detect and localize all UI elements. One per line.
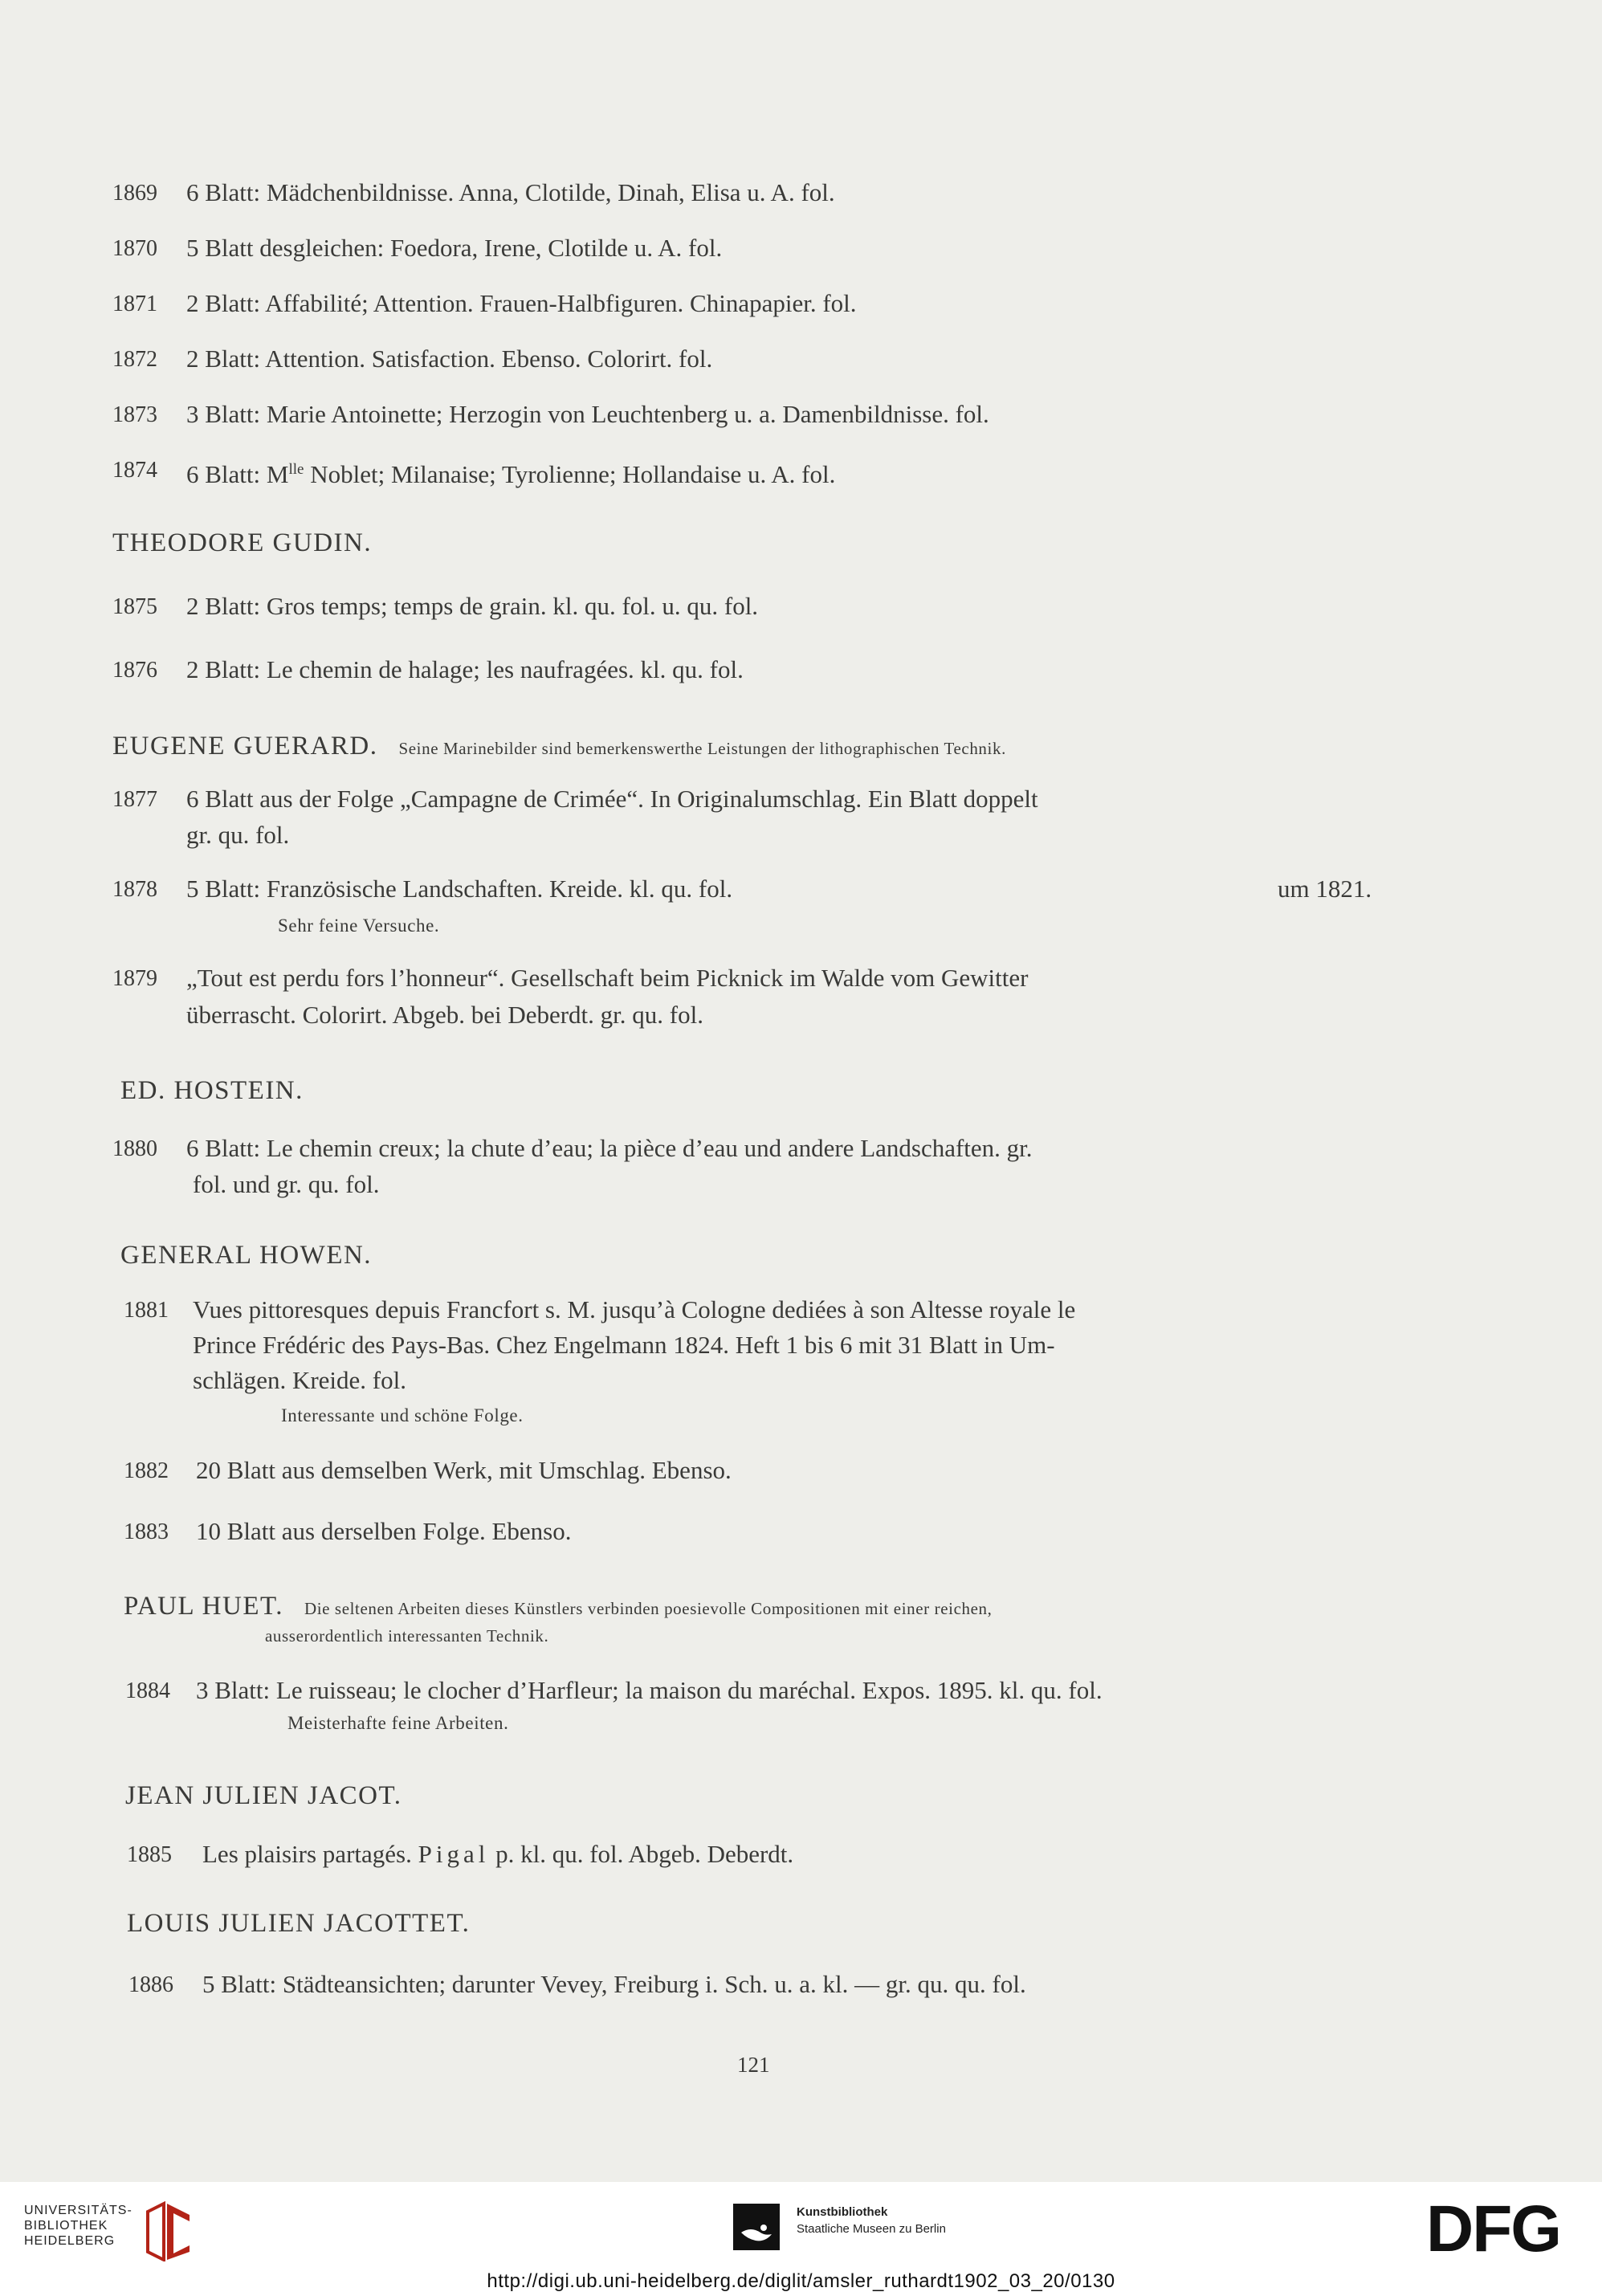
entry-date: um 1821.	[1278, 875, 1372, 903]
artist-heading: PAUL HUET. Die seltenen Arbeiten dieses Künstlers verbinden poesievolle Compositionen mit einer reichen,	[124, 1592, 993, 1621]
ub-heidelberg-logo-icon[interactable]	[143, 2200, 193, 2261]
entry-text: „Tout est perdu fors l’honneur“. Gesellschaft beim Picknick im Walde vom Gewitter	[186, 964, 1029, 992]
entry-number: 1876	[112, 658, 157, 683]
entry-number: 1873	[112, 402, 157, 427]
entry-number: 1885	[127, 1842, 172, 1867]
entry-text: 6 Blatt: Le chemin creux; la chute d’eau; la pièce d’eau und andere Landschaften. gr.	[186, 1134, 1033, 1162]
entry-text: Vues pittoresques depuis Francfort s. M. jusqu’à Cologne dediées à son Altesse royale le	[193, 1295, 1076, 1323]
entry-number: 1869	[112, 181, 157, 206]
entry-number: 1884	[125, 1678, 170, 1703]
entry-number: 1870	[112, 236, 157, 261]
kunstbibliothek-logo-icon[interactable]	[733, 2204, 780, 2250]
entry-text: 3 Blatt: Marie Antoinette; Herzogin von Leuchtenberg u. a. Damenbildnisse. fol.	[186, 400, 989, 428]
svg-text:DFG: DFG	[1426, 2200, 1561, 2257]
entry-text: 5 Blatt desgleichen: Foedora, Irene, Clotilde u. A. fol.	[186, 234, 723, 262]
entry-text: 10 Blatt aus derselben Folge. Ebenso.	[196, 1517, 572, 1545]
permalink-url[interactable]: http://digi.ub.uni-heidelberg.de/diglit/amsler_ruthardt1902_03_20/0130	[487, 2270, 1115, 2292]
entry-continuation: schlägen. Kreide. fol.	[193, 1366, 406, 1394]
ub-line-2: BIBLIOTHEK	[24, 2219, 108, 2233]
entry-text: 5 Blatt: Städteansichten; darunter Vevey, Freiburg i. Sch. u. a. kl. — gr. qu. qu. fol.	[202, 1970, 1026, 1998]
entry-note: Interessante und schöne Folge.	[281, 1405, 524, 1425]
entry-text: 2 Blatt: Attention. Satisfaction. Ebenso. Colorirt. fol.	[186, 345, 713, 373]
entry-number: 1883	[124, 1519, 169, 1544]
artist-description-continued: ausserordentlich interessanten Technik.	[265, 1626, 549, 1646]
entry-text: 6 Blatt aus der Folge „Campagne de Crimée“. In Originalumschlag. Ein Blatt doppelt	[186, 785, 1038, 813]
ub-line-1: UNIVERSITÄTS-	[24, 2204, 132, 2217]
kunstbibliothek-text	[797, 2204, 946, 2237]
entry-text: 5 Blatt: Französische Landschaften. Kreide. kl. qu. fol.	[186, 875, 733, 903]
entry-number: 1875	[112, 594, 157, 619]
entry-number: 1878	[112, 877, 157, 902]
entry-number: 1874	[112, 458, 157, 483]
entry-number: 1886	[128, 1972, 173, 1997]
artist-heading: ED. HOSTEIN.	[120, 1076, 304, 1105]
entry-continuation: überrascht. Colorirt. Abgeb. bei Deberdt. gr. qu. fol.	[186, 1001, 703, 1029]
entry-text: 2 Blatt: Gros temps; temps de grain. kl. qu. fol. u. qu. fol.	[186, 592, 759, 620]
artist-heading: GENERAL HOWEN.	[120, 1241, 373, 1270]
page-number: 121	[737, 2053, 770, 2077]
entry-text: 20 Blatt aus demselben Werk, mit Umschlag. Ebenso.	[196, 1456, 732, 1484]
entry-note: Sehr feine Versuche.	[278, 916, 440, 936]
entry-text: 2 Blatt: Le chemin de halage; les naufragées. kl. qu. fol.	[186, 655, 744, 683]
entry-number: 1881	[124, 1298, 169, 1323]
kb-subtitle: Staatliche Museen zu Berlin	[797, 2222, 946, 2236]
entry-number: 1871	[112, 292, 157, 316]
entry-text: 6 Blatt: $M^{lle}$ Noblet; Milanaise; Tyrolienne; Hollandaise u. A. fol.	[186, 460, 836, 488]
artist-heading: THEODORE GUDIN.	[112, 528, 373, 557]
kb-title: Kunstbibliothek	[797, 2205, 888, 2219]
ub-line-3: HEIDELBERG	[24, 2234, 116, 2248]
entry-number: 1880	[112, 1136, 157, 1161]
entry-note: Meisterhafte feine Arbeiten.	[287, 1713, 509, 1733]
entry-number: 1877	[112, 787, 157, 812]
artist-description: Seine Marinebilder sind bemerkenswerthe Leistungen der lithographischen Technik.	[398, 739, 1006, 758]
entry-continuation: Prince Frédéric des Pays-Bas. Chez Engelmann 1824. Heft 1 bis 6 mit 31 Blatt in Um-	[193, 1331, 1055, 1359]
entry-text: 2 Blatt: Affabilité; Attention. Frauen-Halbfiguren. Chinapapier. fol.	[186, 289, 857, 317]
dfg-logo-icon[interactable]	[1426, 2200, 1579, 2257]
entry-text: 3 Blatt: Le ruisseau; le clocher d’Harfleur; la maison du maréchal. Expos. 1895. kl. qu. fol.	[196, 1676, 1103, 1704]
entry-number: 1882	[124, 1458, 169, 1483]
entry-text: Les plaisirs partagés. Pigal p. kl. qu. fol. Abgeb. Deberdt.	[202, 1840, 794, 1868]
entry-number: 1872	[112, 347, 157, 372]
artist-heading: LOUIS JULIEN JACOTTET.	[127, 1909, 471, 1938]
entry-continuation: gr. qu. fol.	[186, 821, 290, 849]
artist-heading: JEAN JULIEN JACOT.	[125, 1781, 402, 1810]
entry-text: 6 Blatt: Mädchenbildnisse. Anna, Clotilde, Dinah, Elisa u. A. fol.	[186, 178, 835, 206]
ub-heidelberg-wordmark[interactable]	[24, 2203, 132, 2249]
artist-heading: EUGENE GUERARD. Seine Marinebilder sind bemerkenswerthe Leistungen der lithographischen Technik.	[112, 732, 1006, 761]
entry-number: 1879	[112, 966, 157, 991]
artist-description: Die seltenen Arbeiten dieses Künstlers verbinden poesievolle Compositionen mit einer reichen,	[304, 1599, 993, 1618]
entry-continuation: fol. und gr. qu. fol.	[193, 1170, 380, 1198]
